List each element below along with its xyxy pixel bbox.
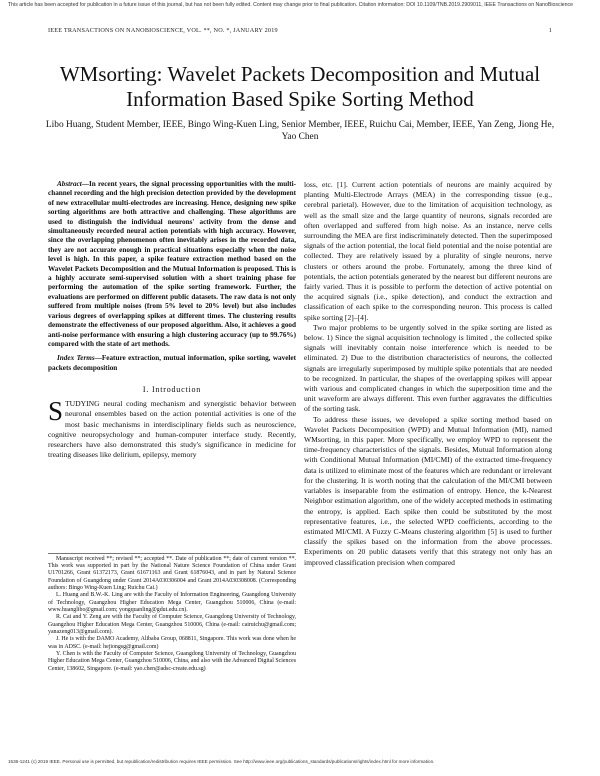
body-paragraph: Two major problems to be urgently solved in the spike sorting are listed as below. 1) Since the signal acquisition technology is limited , the collected spike signals will inevitably contain noise interference which is needed to be eliminated. 2) Due to the distribution characteristics of neurons, the collected signals are irregularly superimposed by multiple spike potentials that are needed to be recognized. In particular, the shapes of the overlapping spikes will appear with various and complicated changes in which the superposition time and the unit waveform are always different. This even further aggravates the difficulties of the sorting task. [304, 322, 552, 414]
footnote-affiliation: R. Cai and Y. Zeng are with the Faculty of Computer Science, Guangdong University of Technology, Guangzhou Higher Education Mega Center, Guangzhou 510006, China (e-mail: cairuichu@gmail.com; yanazeng013@gmail.com). [48, 614, 296, 635]
publication-notice: This article has been accepted for publication in a future issue of this journal, but has not been fully edited. Content may change prior to final publication. Citation information: DOI 10.1109/TNB.2019.2909011, IEEE Transactions on NanoBioscience [8, 2, 574, 8]
footnote-rule [48, 553, 296, 554]
footnotes [48, 556, 296, 673]
running-header [48, 27, 552, 34]
copyright-notice: 1536-1241 (c) 2019 IEEE. Personal use is permitted, but republication/redistribution requires IEEE permission. See http://www.ieee.org/publications_standards/publications/rights/index.html for more information. [8, 759, 435, 764]
section-heading: I. Introduction [142, 385, 202, 395]
intro-first-word: TUDYING [65, 399, 100, 409]
right-column [304, 180, 552, 568]
footnote-affiliation: L. Huang and B.W.-K. Ling are with the Faculty of Information Engineering, Guangdong University of Technology, Guangzhou Higher Education Mega Center, Guangzhou 510006, China (e-mail: www.huanglibo@gmail.com; yongquanling@gdut.edu.cn). [48, 592, 296, 613]
journal-header: IEEE TRANSACTIONS ON NANOBIOSCIENCE, VOL. **, NO. *, JANUARY 2019 [48, 27, 278, 34]
abstract [48, 180, 296, 349]
author-list: Libo Huang, Student Member, IEEE, Bingo Wing-Kuen Ling, Senior Member, IEEE, Ruichu Cai, Member, IEEE, Yan Zeng, Jiong He, Yao Chen [45, 120, 555, 142]
drop-cap: S [48, 396, 64, 427]
intro-text: neural coding mechanism and synergistic behavior between neuronal ensembles based on the action potential activities is one of the most basic mechanisms in interdisciplinary fields such as neuroscience, cognitive neuropsychology and human-computer interface study. Recently, researchers have also demonstrated this study's significance in medicine for treating diseases like delirium, epilepsy, memory [48, 399, 296, 460]
index-terms [48, 354, 296, 373]
left-column [48, 180, 296, 460]
abstract-text: —In recent years, the signal processing opportunities with the multi-channel recording and the high precision detection provided by the development of new extracellular multi-electrodes are increasing. Hence, designing new spike sorting algorithms are both attractive and challenging. These algorithms are used to distinguish the individual neurons' activity from the dense and simultaneously recorded neural action potentials with high accuracy. However, since the overlapping phenomenon often inevitably arises in the recorded data, they are not accurate enough in practical situations especially when the noise level is high. In this paper, a spike feature extraction method based on the Wavelet Packets Decomposition and the Mutual Information is proposed. This is a highly accurate semi-supervised solution with a short training phase for performing the automation of the spike sorting framework. Further, the evaluations are performed on different public datasets. The raw data is not only suffered from multiple noises (from 5% level to 20% level) but also includes various degrees of overlapping spikes at different times. The clustering results demonstrate the effectiveness of our proposed algorithm. Also, it achieves a good anti-noise performance with ensuring a high clustering accuracy (up to 99.76%) compared with the state of art methods. [48, 180, 296, 348]
footnote-affiliation: Y. Chen is with the Faculty of Computer Science, Guangdong University of Technology, Guangzhou Higher Education Mega Center, Guangzhou 510006, China, and also with the Advanced Digital Sciences Center, 138602, Singapore. (e-mail: yao.chen@adsc-create.edu.sg) [48, 651, 296, 672]
body-paragraph: To address these issues, we developed a spike sorting method based on Wavelet Packets Decomposition (WPD) and Mutual Information (MI), named WMsorting, in this paper. More specifically, we employ WPD to represent the time-frequency characteristics of the signals. Besides, Mutual Information along with Conditional Mutual Information (MI/CMI) of the extracted time-frequency data is utilized to eliminate most of the features which are redundant or irrelevant for the clustering. It is worth noting that the calculation of the MI/CMI between variables is inseparable from the estimation of entropy. Hence, the k-Nearest Neighbor estimation algorithm, one of the widely accepted methods in estimating the entropy, is applied. Each spike then could be substituted by the most representative features, i.e., the selected WPD coefficients, according to the estimated MI/CMI. A Fuzzy C-Means clustering algorithm [5] is used to further classify the spikes based on the information from the above processes. Experiments on 20 public datasets verify that this strategy not only has an improved classification precision when compared [304, 414, 552, 567]
abstract-label: Abstract [57, 180, 82, 188]
intro-paragraph [48, 396, 296, 460]
index-terms-label: Index Terms [57, 354, 95, 363]
footnote-manuscript: Manuscript received **; revised **; accepted **. Date of publication **; date of current version **. This work was supported in part by the National Nature Science Foundation of China under Grant U1701266, Grant 61372173, Grant 61671163 and Grant 61876043, and in part by Natural Science Foundation of Guangdong under Grant 2014A030306004 and Grant 2014A030308008. (Corresponding authors: Bingo Wing-Kuen Ling; Ruichu Cai.) [48, 556, 296, 591]
footnote-affiliation: J. He is with the DAMO Academy, Alibaba Group, 068811, Singapore. This work was done when he was in ADSC. (e-mail: hejiongsg@gmail.com) [48, 636, 296, 650]
paper-title: WMsorting: Wavelet Packets Decomposition and Mutual Information Based Spike Sorting Method [59, 62, 541, 111]
page-number: 1 [548, 27, 552, 34]
body-paragraph: loss, etc. [1]. Current action potentials of neurons are mainly acquired by planting Multi-Electrode Arrays (MEA) in the corresponding tissue (e.g., cerebral parietal). However, due to the limitation of acquisition technology, as well as the small size and the large quantity of neurons, signals recorded are often overlapped and suffered from high noise. As an instance, nerve cells surrounding the MEA are first indiscriminately detected. Then the superimposed signals of the action potential, the local field potential and the noise potential are collected. They are relatively issued by a plurality of single neurons, nerve clusters or others around the probe. Fortunately, among the three kind of potentials, the action potentials generated by the nearest but different neurons are fairly varied. Thus it is possible to perform the detection of active potential on the acquired signals (i.e., spike detection), and conduct the extraction and classification of each spike to the corresponding neuron. This process is called spike sorting [2]–[4]. [304, 180, 552, 322]
index-terms-text: —Feature extraction, mutual information, spike sorting, wavelet packets decomposition [48, 354, 297, 372]
